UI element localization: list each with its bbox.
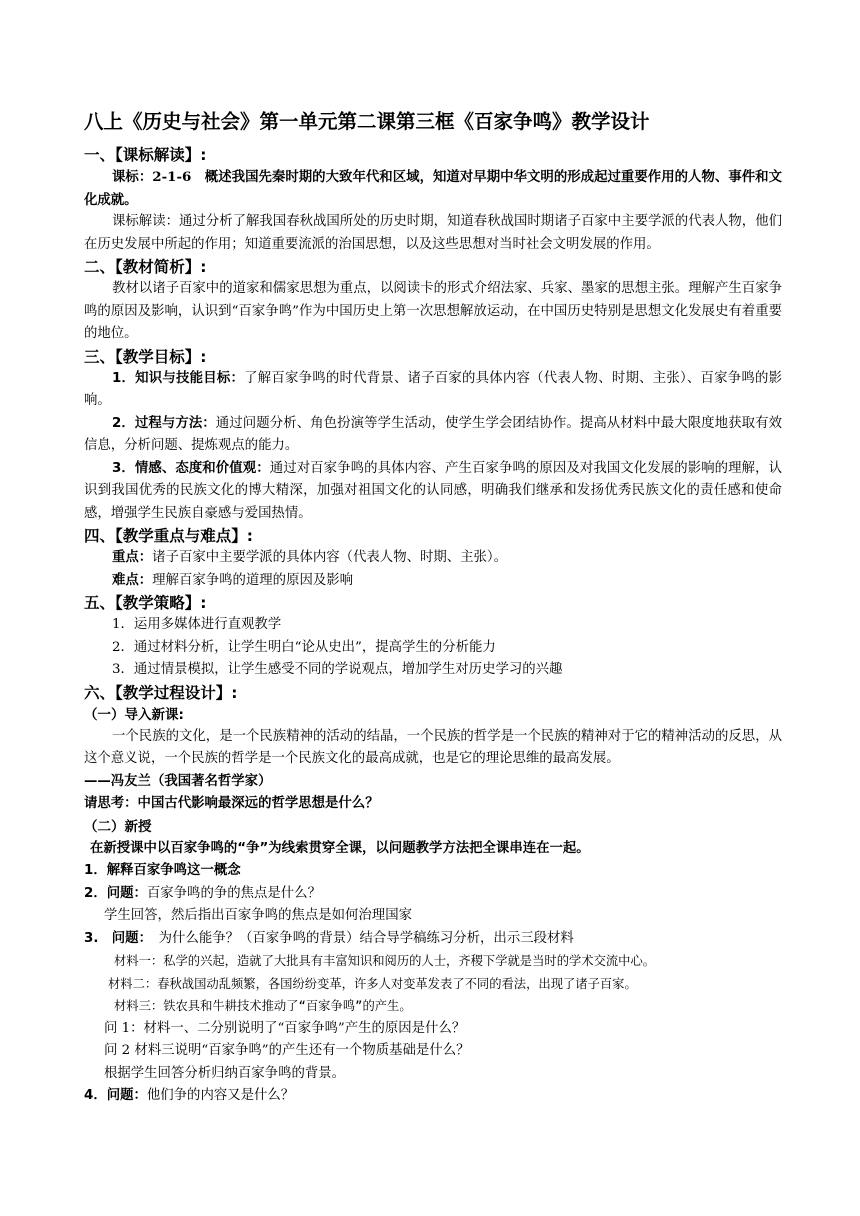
- document-page: [84, 108, 782, 1108]
- objective-emotion-label: 3．情感、态度和价值观：: [112, 460, 270, 476]
- objective-knowledge-text: 了解百家争鸣的时代背景、诸子百家的具体内容（代表人物、时期、主张）、百家争鸣的影响。: [84, 370, 782, 408]
- section-heading-key-points: 四、【教学重点与难点】:: [84, 527, 253, 545]
- standard-interpretation: 课标解读：通过分析了解我国春秋战国所处的历史时期，知道春秋战国时期诸子百家中主要学派的代表人物，他们在历史发展中所起的作用；知道重要流派的治国思想，以及这些思想对当时社会文明发展的作用。: [84, 214, 782, 252]
- new-lesson-intro: 在新授课中以百家争鸣的“争”为线索贯穿全课，以问题教学方法把全课串连在一起。: [90, 840, 590, 856]
- step-4: [84, 1085, 782, 1108]
- step-2-answer: 学生回答，然后指出百家争鸣的焦点是如何治理国家: [104, 908, 412, 923]
- material-1: 材料一：私学的兴起，造就了大批具有丰富知识和阅历的人士，齐稷下学就是当时的学术交流中心。: [114, 954, 656, 968]
- strategy-item: 3．通过情景模拟，让学生感受不同的学说观点，增加学生对历史学习的兴趣: [112, 662, 563, 677]
- intro-quote: 一个民族的文化，是一个民族精神的活动的结晶，一个民族的哲学是一个民族的精神对于它的精神活动的反思，从这个意义说，一个民族的哲学是一个民族文化的最高成就，也是它的理论思维的最高发展。: [84, 728, 782, 766]
- step-1: 1．解释百家争鸣这一概念: [84, 863, 241, 878]
- key-point-text: 诸子百家中主要学派的具体内容（代表人物、时期、主张）。: [152, 550, 508, 565]
- objective-knowledge: [84, 368, 782, 413]
- quote-attribution: ——冯友兰（我国著名哲学家）: [84, 773, 272, 789]
- subsection-new-lesson: （二）新授: [84, 818, 152, 835]
- section-heading-process: 六、【教学过程设计】:: [84, 683, 238, 702]
- section-heading-textbook: 二、【教材简析】:: [84, 258, 207, 276]
- objective-process-text: 通过问题分析、角色扮演等学生活动，使学生学会团结协作。提高从材料中最大限度地获取有效信息，分析问题、提炼观点的能力。: [84, 415, 782, 453]
- strategy-item: 2．通过材料分析，让学生明白“论从史出”，提高学生的分析能力: [112, 639, 496, 655]
- objective-knowledge-label: 1．知识与技能目标：: [112, 370, 245, 386]
- step-2: [84, 883, 782, 906]
- subsection-intro: （一）导入新课:: [84, 706, 184, 723]
- step-3: [84, 928, 782, 951]
- key-point: [84, 547, 782, 570]
- step-2-text: 百家争鸣的争的焦点是什么？: [146, 885, 321, 901]
- step-3-text: 为什么能争？（百家争鸣的背景）结合导学稿练习分析，出示三段材料: [145, 930, 574, 946]
- objective-process-label: 2．过程与方法：: [112, 415, 216, 431]
- curriculum-standard: 课标：2-1-6 概述我国先秦时期的大致年代和区域，知道对早期中华文明的形成起过重要作用的人物、事件和文化成就。: [84, 169, 782, 208]
- objective-emotion-text: 通过对百家争鸣的具体内容、产生百家争鸣的原因及对我国文化发展的影响的理解，认识到我国优秀的民族文化的博大精深，加强对祖国文化的认同感，明确我们继承和发扬优秀民族文化的责任感和使命感，增强学生民族自豪感与爱国热情。: [84, 460, 782, 521]
- section-heading-strategy: 五、【教学策略】:: [84, 594, 207, 612]
- background-summary: 根据学生回答分析归纳百家争鸣的背景。: [104, 1065, 346, 1081]
- material-3: 材料三：铁农具和牛耕技术推动了“百家争鸣”的产生。: [114, 999, 412, 1013]
- textbook-analysis: 教材以诸子百家中的道家和儒家思想为重点，以阅读卡的形式介绍法家、兵家、墨家的思想主张。理解产生百家争鸣的原因及影响，认识到“百家争鸣”作为中国历史上第一次思想解放运动，在中国历史特别是思想文化发展史有着重要的地位。: [84, 281, 782, 341]
- difficult-point: [84, 570, 782, 593]
- think-question: 请思考：中国古代影响最深远的哲学思想是什么？: [84, 796, 379, 811]
- material-2: 材料二：春秋战国动乱频繁，各国纷纷变革，许多人对变革发表了不同的看法，出现了诸子百家。: [108, 976, 637, 991]
- objective-emotion: [84, 458, 782, 526]
- document-title: 八上《历史与社会》第一单元第二课第三框《百家争鸣》教学设计: [84, 110, 650, 133]
- key-point-label: 重点：: [112, 550, 153, 565]
- difficult-point-text: 理解百家争鸣的道理的原因及影响: [152, 572, 354, 588]
- section-heading-standard: 一、【课标解读】:: [84, 146, 207, 164]
- step-4-text: 他们争的内容又是什么？: [146, 1088, 295, 1103]
- step-2-label: 2．问题：: [84, 885, 147, 901]
- section-heading-objectives: 三、【教学目标】:: [84, 347, 207, 366]
- question-1: 问 1：材料一、二分别说明了“百家争鸣”产生的原因是什么？: [104, 1020, 466, 1036]
- difficult-point-label: 难点：: [112, 572, 153, 588]
- strategy-item: 1．运用多媒体进行直观教学: [112, 617, 282, 632]
- objective-process: [84, 413, 782, 458]
- step-4-label: 4．问题：: [84, 1088, 147, 1103]
- question-2: 问 2 材料三说明“百家争鸣”的产生还有一个物质基础是什么？: [104, 1043, 470, 1058]
- step-3-label: 3. 问题：: [84, 930, 146, 946]
